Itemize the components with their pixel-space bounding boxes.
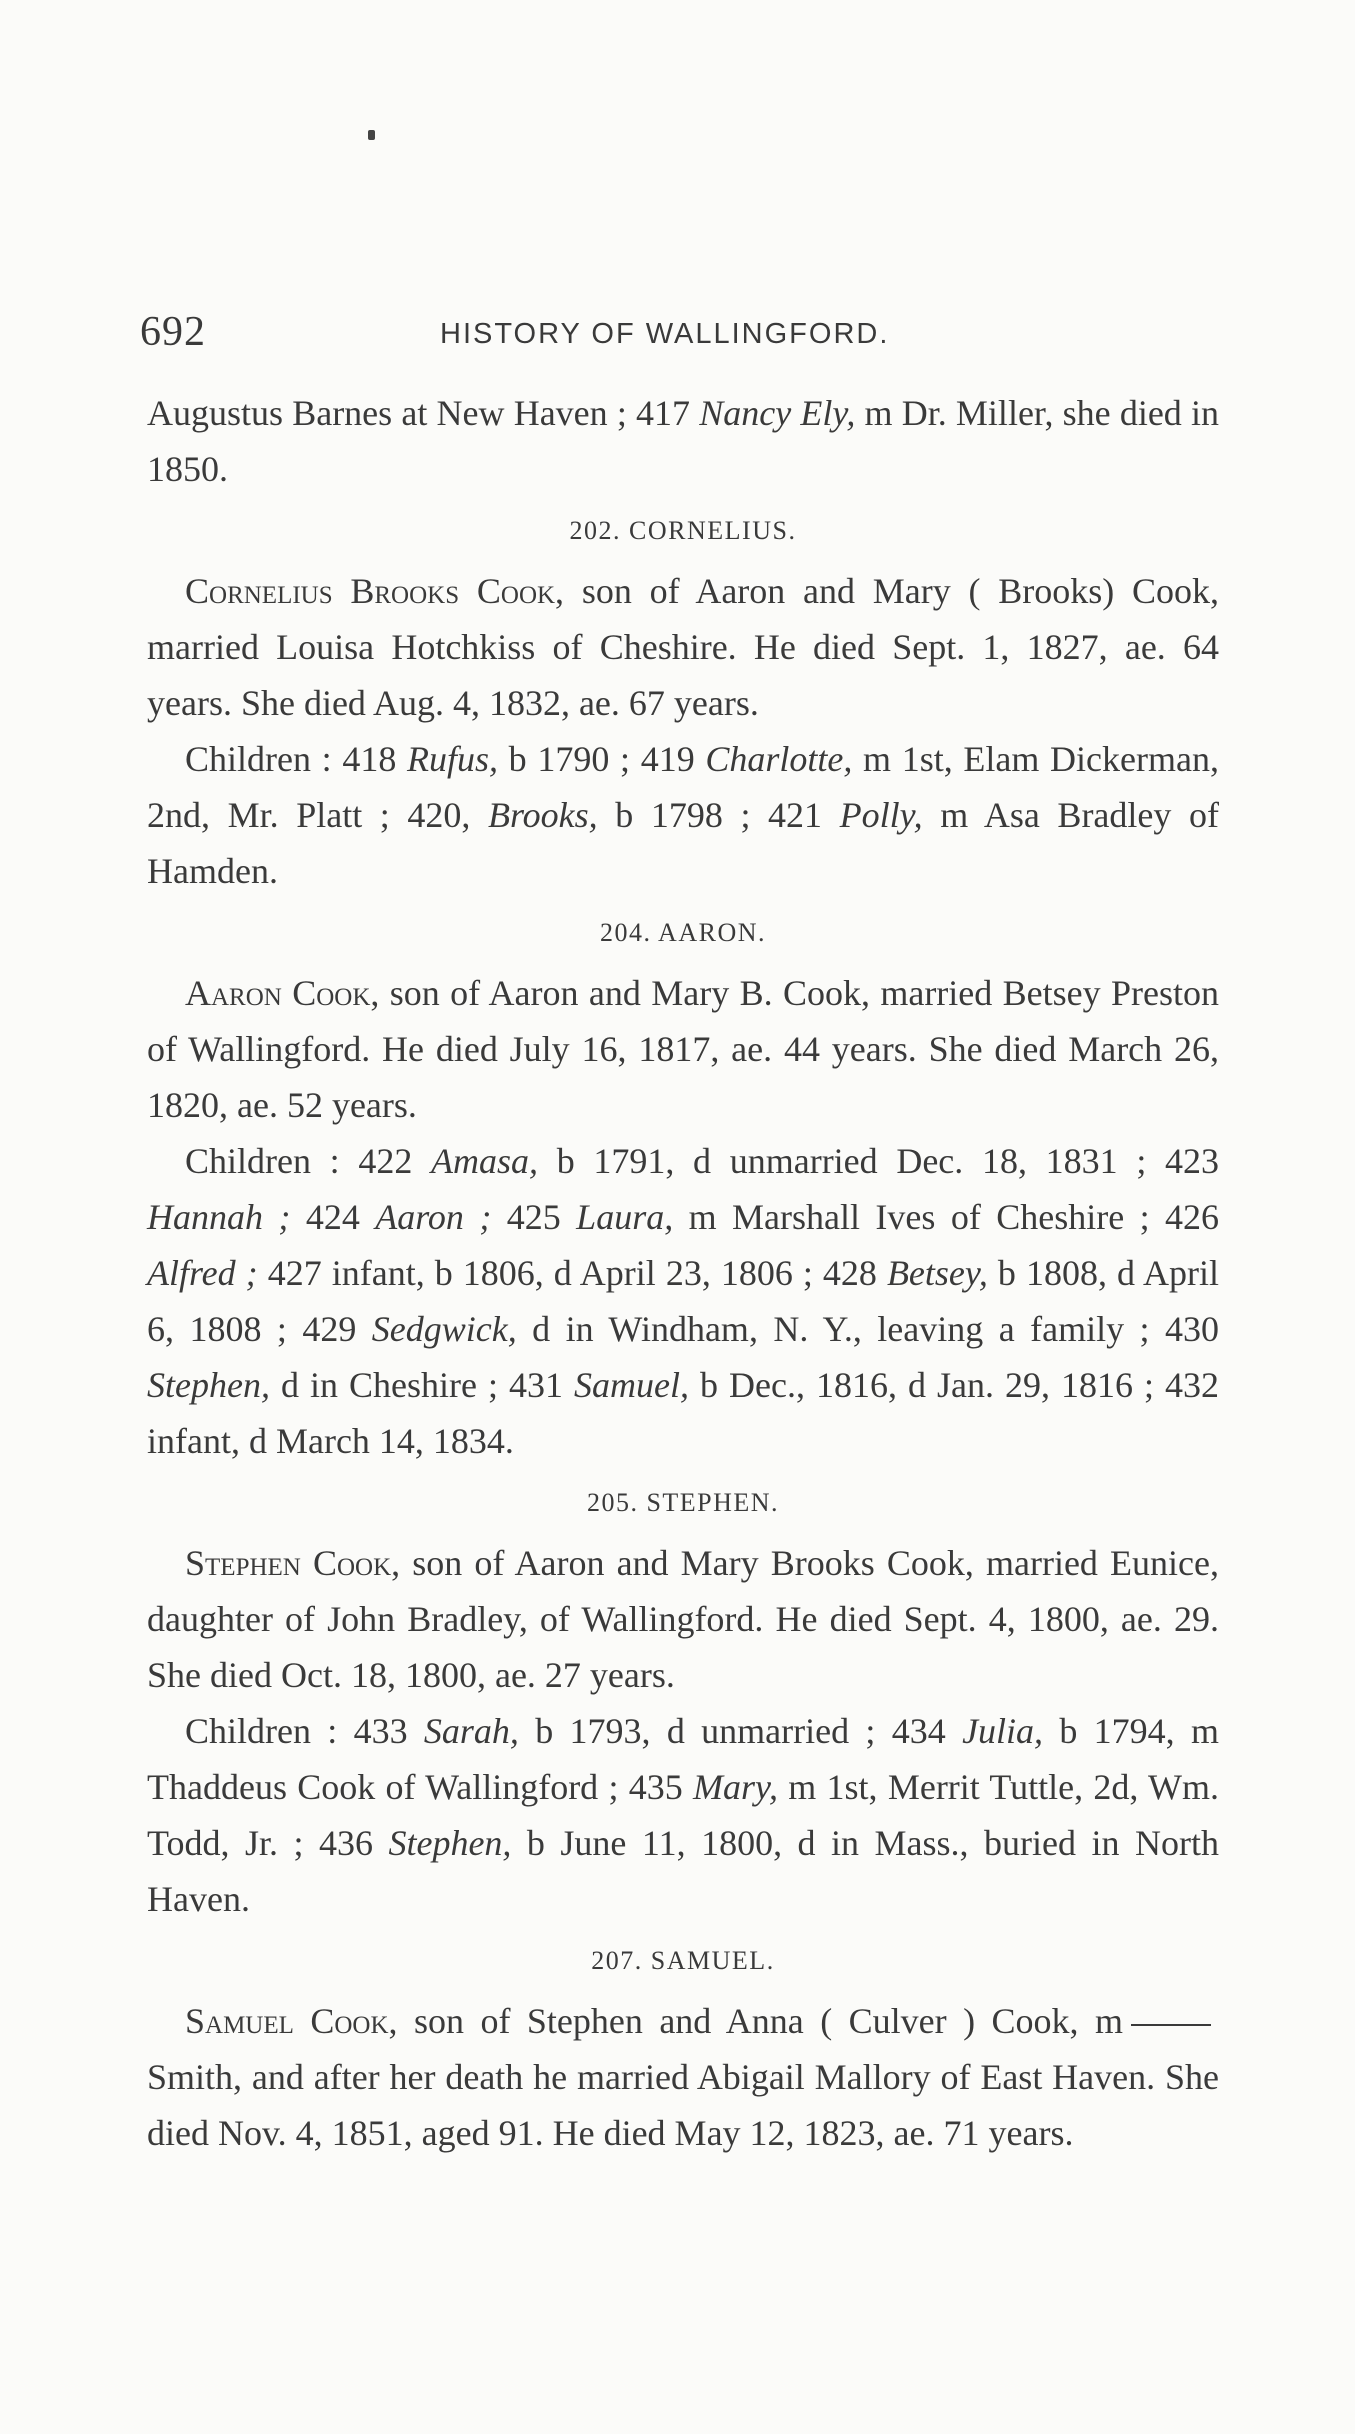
text-run: m Asa Bradley of Hamden.: [147, 795, 1219, 891]
text-run: b 1798 ; 421: [597, 795, 840, 835]
text-run: b Dec., 1816, d Jan. 29, 1816 ; 432 infant, d March 14, 1834.: [147, 1365, 1219, 1461]
section-heading-samuel: 207. SAMUEL.: [591, 1946, 775, 1975]
text-run: m 1st, Elam Dickerman, 2nd, Mr. Platt ; 420,: [147, 739, 1219, 835]
page-number: 692: [140, 309, 206, 355]
text-run: b 1791, d unmarried Dec. 18, 1831 ; 423: [538, 1141, 1219, 1181]
lead-name: Cornelius Brooks Cook,: [185, 571, 565, 611]
text-run: Children : 433: [185, 1711, 424, 1751]
child-name: Nancy Ely,: [699, 393, 856, 433]
child-name: Laura,: [576, 1197, 674, 1237]
text-run: d in Cheshire ; 431: [269, 1365, 574, 1405]
child-name: Stephen,: [388, 1823, 512, 1863]
text-run: b 1793, d unmarried ; 434: [518, 1711, 963, 1751]
text-run: b 1808, d April 6, 1808 ; 429: [147, 1253, 1219, 1349]
lead-name: Samuel Cook,: [185, 2001, 398, 2041]
text-run: 424: [290, 1197, 376, 1237]
child-name: Aaron ;: [375, 1197, 492, 1237]
ink-speck: [368, 130, 375, 140]
text-run: m Marshall Ives of Cheshire ; 426: [673, 1197, 1220, 1237]
children-paragraph-cornelius: [147, 731, 1219, 899]
text-run: m Dr. Miller, she died in 1850.: [147, 393, 1219, 489]
text-run: b 1794, m Thaddeus Cook of Wallingford ; 435: [147, 1711, 1219, 1807]
section-heading-stephen: 205. STEPHEN.: [586, 1488, 780, 1517]
child-name: Brooks,: [488, 795, 598, 835]
running-head: [140, 308, 1220, 358]
text-run: m 1st, Merrit Tuttle, 2d, Wm. Todd, Jr. ; 436: [147, 1767, 1219, 1863]
child-name: Alfred ;: [147, 1253, 258, 1293]
text-run: b June 11, 1800, d in Mass., buried in North Haven.: [147, 1823, 1219, 1919]
text-run: Children : 418: [185, 739, 407, 779]
blank-name-dash: [1131, 2024, 1211, 2026]
entry-text: son of Aaron and Mary ( Brooks) Cook, married Louisa Hotchkiss of Cheshire. He died Sept. 1, 1827, ae. 64 years. She died Aug. 4, 1832, ae. 67 years.: [147, 571, 1219, 723]
entry-text: son of Aaron and Mary Brooks Cook, married Eunice, daughter of John Bradley, of Wallingford. He died Sept. 4, 1800, ae. 29. She died Oct. 18, 1800, ae. 27 years.: [147, 1543, 1219, 1695]
entry-paragraph-cornelius: [147, 563, 1219, 731]
text-run: 425: [491, 1197, 577, 1237]
section-heading-aaron: 204. AARON.: [599, 918, 766, 947]
child-name: Samuel,: [574, 1365, 689, 1405]
entry-paragraph-stephen: [147, 1535, 1219, 1703]
child-name: Sarah,: [423, 1711, 519, 1751]
child-name: Mary,: [693, 1767, 778, 1807]
children-paragraph-aaron: [147, 1133, 1219, 1469]
lead-name: Aaron Cook,: [185, 973, 380, 1013]
section-heading-cornelius: 202. CORNELIUS.: [569, 516, 797, 545]
text-run: Augustus Barnes at New Haven ; 417: [147, 393, 700, 433]
continuation-paragraph: [147, 385, 1219, 497]
lead-name: Stephen Cook,: [185, 1543, 401, 1583]
child-name: Sedgwick,: [371, 1309, 517, 1349]
child-name: Hannah ;: [147, 1197, 291, 1237]
text-run: Children : 422: [185, 1141, 432, 1181]
child-name: Amasa,: [431, 1141, 539, 1181]
child-name: Polly,: [839, 795, 923, 835]
text-run: b 1790 ; 419: [498, 739, 706, 779]
running-title: HISTORY OF WALLINGFORD.: [440, 318, 890, 350]
entry-text: Smith, and after her death he married Abigail Mallory of East Haven. She died Nov. 4, 1851, aged 91. He died May 12, 1823, ae. 71 years.: [147, 2057, 1219, 2153]
children-paragraph-stephen: [147, 1703, 1219, 1927]
child-name: Betsey,: [886, 1253, 988, 1293]
entry-paragraph-aaron: [147, 965, 1219, 1133]
child-name: Julia,: [962, 1711, 1044, 1751]
entry-text: son of Stephen and Anna ( Culver ) Cook, m: [397, 2001, 1123, 2041]
text-run: d in Windham, N. Y., leaving a family ; 430: [516, 1309, 1219, 1349]
child-name: Rufus,: [407, 739, 499, 779]
child-name: Charlotte,: [705, 739, 853, 779]
entry-text: son of Aaron and Mary B. Cook, married Betsey Preston of Wallingford. He died July 16, 1817, ae. 44 years. She died March 26, 1820, ae. 52 years.: [147, 973, 1219, 1125]
text-run: 427 infant, b 1806, d April 23, 1806 ; 428: [257, 1253, 887, 1293]
page-body: [147, 385, 1219, 2161]
entry-paragraph-samuel: [147, 1993, 1219, 2161]
child-name: Stephen,: [147, 1365, 270, 1405]
